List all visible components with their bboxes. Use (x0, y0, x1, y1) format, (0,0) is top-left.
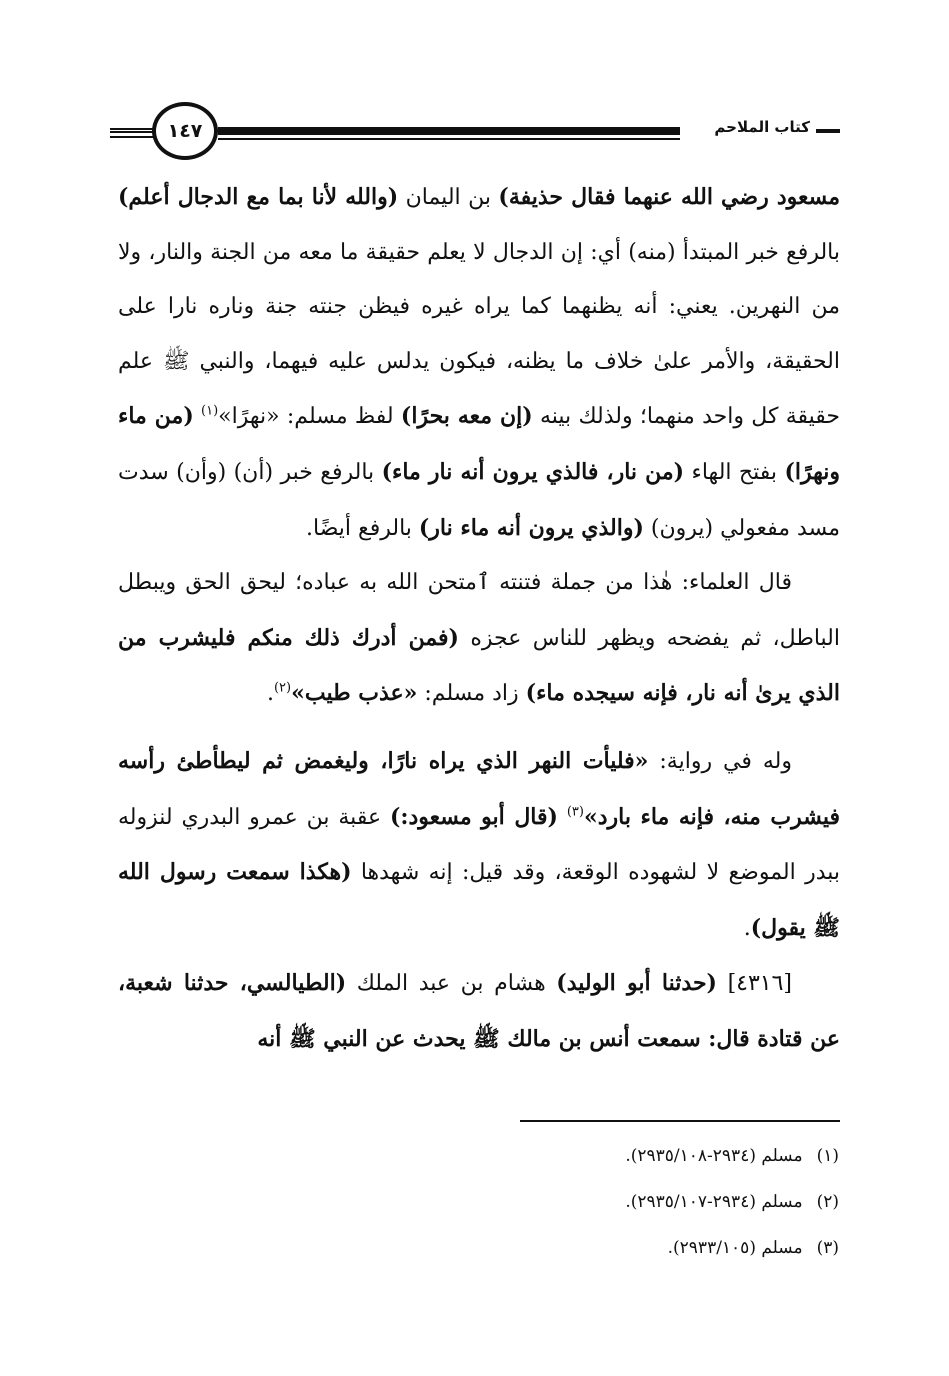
header-rule (218, 127, 680, 135)
footnote-item (625, 1228, 839, 1274)
matn-text: (من نار، فالذي يرون أنه نار ماء) (381, 458, 685, 485)
footnote-ref[interactable]: (٢) (273, 681, 292, 697)
commentary-text: وله في رواية: (648, 748, 792, 774)
matn-text: (قال أبو مسعود:) (389, 803, 558, 830)
footnote-text: مسلم (٢٩٣٤-٢٩٣٥/١٠٨). (625, 1146, 803, 1166)
footnote-number: (٣) (816, 1238, 839, 1258)
chapter-title: كتاب الملاحم (714, 118, 810, 136)
matn-text: «عذب طيب» (291, 680, 418, 707)
page-number-badge (152, 102, 218, 160)
paragraph-1 (118, 170, 840, 556)
matn-text: مسعود رضي الله عنهما فقال حذيفة) (498, 184, 840, 210)
main-text (118, 170, 840, 1068)
page-number: ١٤٧ (167, 120, 203, 142)
commentary-text (558, 805, 567, 830)
commentary-text: بالرفع خبر (أن) (وأن) سدت مسد مفعولي (يرون) (118, 459, 840, 541)
footnote-text: مسلم (٢٩٣٤-٢٩٣٥/١٠٧). (625, 1192, 803, 1212)
commentary-text: . (743, 915, 751, 941)
paragraph-4 (118, 956, 840, 1067)
matn-text: (والذي يرون أنه ماء نار) (418, 514, 644, 541)
matn-text: (الطيالسي، حدثنا شعبة، عن قتادة قال: سمعت أنس بن مالك ﷺ يحدث عن النبي ﷺ أنه (118, 970, 840, 1052)
footnote-item (625, 1182, 839, 1228)
commentary-text: بالرفع أيضًا. (306, 515, 419, 541)
commentary-text: بالرفع خبر المبتدأ (منه) أي: إن الدجال لا يعلم حقيقة ما معه من الجنة والنار، ولا من النهرين. يعني: أنه يظنهما كما يراه غيره فيظن جنته جنة وناره نارا على الحقيقة، والأمر علىٰ خلاف ما يظنه، فيكون يدلس عليه فيهما، والنبي ﷺ علم حقيقة كل واحد منهما؛ ولذلك بينه (118, 239, 840, 430)
footnotes (625, 1136, 839, 1274)
matn-text: (هكذا سمعت رسول الله ﷺ يقول) (118, 859, 840, 941)
footnote-number: (٢) (816, 1192, 839, 1212)
matn-text: (حدثنا أبو الوليد) (556, 970, 717, 997)
commentary-text: . (266, 681, 274, 707)
page-header (110, 100, 840, 164)
header-rule-right (816, 129, 840, 133)
header-rule-left (110, 128, 155, 138)
commentary-text: هشام بن عبد الملك (346, 971, 557, 997)
paragraph-2 (118, 556, 840, 722)
matn-text: (والله لأنا بما مع الدجال أعلم) (118, 184, 399, 210)
footnote-ref[interactable]: (٣) (566, 804, 584, 820)
commentary-text: لفظ مسلم: «نهرًا» (218, 404, 401, 430)
footnote-ref[interactable]: (١) (201, 404, 219, 420)
footnote-divider (520, 1120, 840, 1122)
paragraph-3 (118, 734, 840, 956)
commentary-text (194, 404, 201, 429)
commentary-text: زاد مسلم: (417, 681, 526, 707)
commentary-text: قال العلماء: هٰذا من جملة فتنته ٱمتحن الله به عباده؛ ليحق الحق ويبطل الباطل، ثم يفضحه ويظهر للناس عجزه (118, 570, 840, 651)
matn-text: (إن معه بحرًا) (400, 403, 533, 430)
commentary-text: بن اليمان (398, 185, 499, 210)
commentary-text: عقبة بن عمرو البدري لنزوله ببدر الموضع لا لشهوده الوقعة، وقد قيل: إنه شهدها (118, 804, 841, 886)
footnote-number: (١) (816, 1146, 839, 1166)
matn-text: «فليأت النهر الذي يراه نارًا، وليغمض ثم ليطأطئ رأسه فيشرب منه، فإنه ماء بارد» (118, 747, 840, 830)
footnote-item (625, 1136, 839, 1182)
footnote-text: مسلم (٢٩٣٣/١٠٥). (667, 1238, 803, 1258)
matn-text: (فمن أدرك ذلك منكم فليشرب من الذي يرىٰ أنه نار، فإنه سيجده ماء) (118, 624, 840, 707)
matn-text: (من ماء ونهرًا) (118, 403, 841, 485)
commentary-text: بفتح الهاء (684, 459, 785, 485)
hadith-number: [٤٣١٦] (716, 971, 793, 997)
